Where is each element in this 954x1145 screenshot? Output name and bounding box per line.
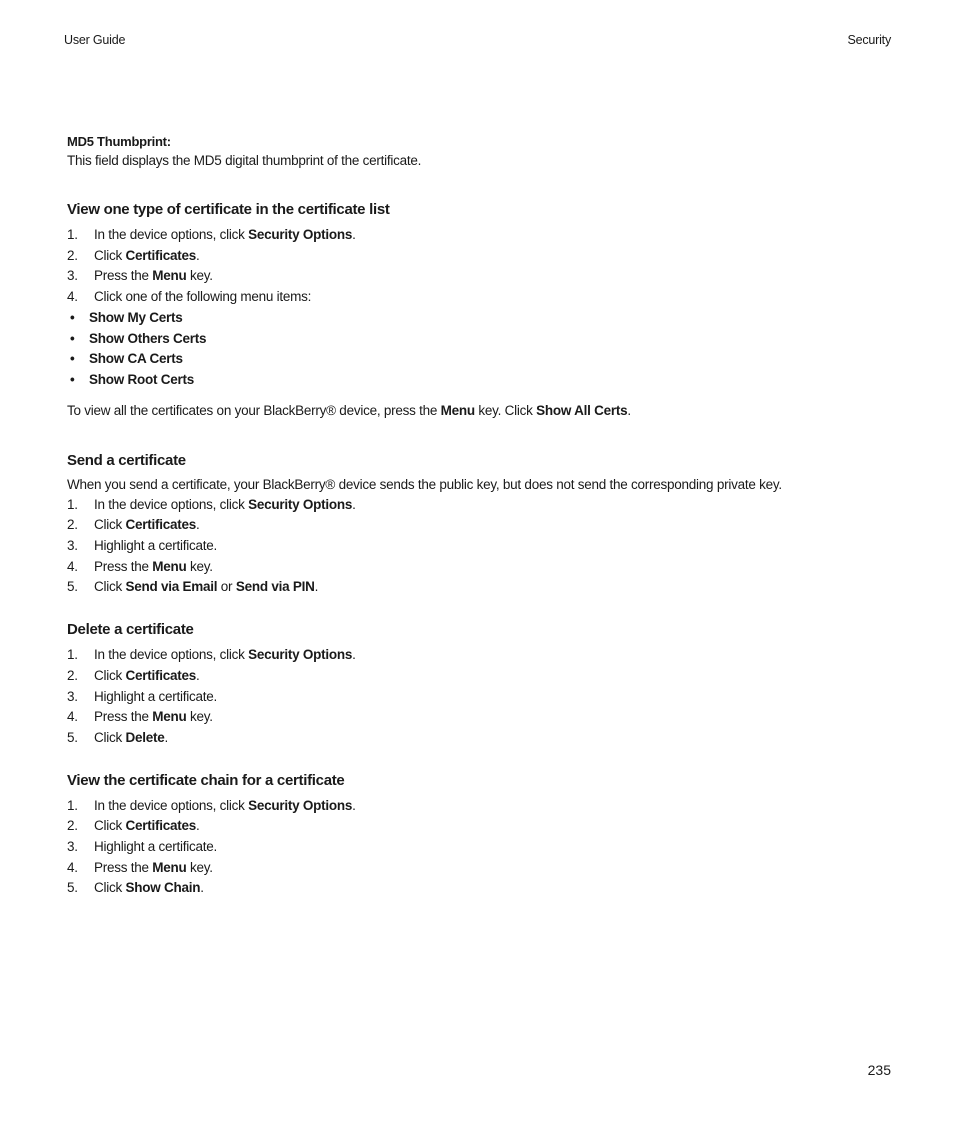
- step-bold: Security Options: [248, 496, 353, 512]
- step-bold: Security Options: [248, 227, 353, 242]
- menu-item-label: Show My Certs: [89, 309, 183, 325]
- step-bold: Send via Email: [125, 579, 218, 595]
- step-text: key.: [186, 709, 213, 725]
- running-header-title: User Guide: [64, 33, 126, 47]
- step-number: 1.: [67, 227, 78, 242]
- section-heading: Send a certificate: [67, 451, 186, 469]
- step-text: key.: [186, 268, 213, 284]
- step-text: .: [352, 647, 356, 663]
- list-item: [67, 495, 897, 516]
- menu-item-label: Show CA Certs: [89, 351, 183, 367]
- step-number: 4.: [67, 709, 78, 725]
- list-item: [67, 728, 897, 749]
- step-text: .: [352, 797, 356, 813]
- step-text: Click: [94, 247, 126, 263]
- step-text: Press the: [94, 268, 153, 284]
- step-text: .: [196, 667, 200, 683]
- step-bold: Send via PIN: [235, 579, 315, 595]
- step-text: Click: [94, 729, 126, 745]
- step-text: .: [314, 579, 319, 595]
- field-definition: [67, 133, 897, 171]
- step-text: Press the: [94, 709, 153, 725]
- list-item: [67, 246, 897, 267]
- step-number: 2.: [67, 517, 78, 533]
- field-term: MD5 Thumbprint:: [67, 134, 171, 149]
- step-text: Press the: [94, 558, 153, 574]
- section-heading: View one type of certificate in the certificate list: [67, 201, 390, 218]
- step-text: Click: [94, 818, 126, 834]
- section-send-certificate: [67, 451, 897, 599]
- step-text: .: [352, 227, 356, 242]
- step-text: Click: [94, 579, 126, 595]
- menu-item: [67, 349, 897, 370]
- list-item: [67, 878, 897, 899]
- step-text: In the device options, click: [94, 797, 249, 813]
- section-view-certificate-chain: [67, 771, 897, 900]
- step-number: 4.: [67, 859, 78, 875]
- menu-item-label: Show Root Certs: [89, 371, 195, 387]
- note-paragraph: [67, 401, 897, 421]
- note-menu-key: Menu: [440, 402, 475, 418]
- menu-item: [67, 308, 897, 329]
- list-item: [67, 645, 897, 666]
- list-item: [67, 515, 897, 536]
- step-number: 5.: [67, 579, 78, 595]
- list-item: [67, 707, 897, 728]
- note-text: To view all the certificates on your BlackBerry® device, press the: [67, 402, 441, 418]
- step-bold: Certificates: [125, 818, 197, 834]
- step-text: key.: [186, 859, 213, 875]
- step-text: Click one of the following menu items:: [94, 289, 312, 305]
- step-text: or: [217, 579, 236, 595]
- steps-list: [67, 225, 897, 308]
- step-text: Click: [94, 517, 126, 533]
- step-bold: Certificates: [125, 667, 197, 683]
- step-number: 1.: [67, 797, 78, 813]
- note-text: key. Click: [474, 402, 537, 418]
- running-header-section: Security: [847, 33, 891, 47]
- step-text: .: [196, 247, 200, 263]
- list-item: [67, 666, 897, 687]
- step-bold: Menu: [152, 859, 187, 875]
- step-text: In the device options, click: [94, 496, 249, 512]
- step-text: .: [196, 818, 200, 834]
- note-show-all-certs: Show All Certs: [536, 402, 628, 418]
- steps-list: [67, 796, 897, 900]
- field-description: This field displays the MD5 digital thumbprint of the certificate.: [67, 153, 422, 168]
- section-heading: View the certificate chain for a certificate: [67, 771, 345, 789]
- step-text: .: [352, 496, 356, 512]
- step-number: 5.: [67, 880, 78, 896]
- step-text: Highlight a certificate.: [94, 538, 218, 554]
- step-bold: Certificates: [125, 517, 197, 533]
- menu-item: [67, 370, 897, 391]
- step-number: 1.: [67, 647, 78, 663]
- step-number: 5.: [67, 729, 78, 745]
- step-text: Press the: [94, 859, 153, 875]
- bullet-icon: •: [70, 330, 75, 346]
- list-item: [67, 837, 897, 858]
- list-item: [67, 266, 897, 287]
- step-number: 1.: [67, 496, 78, 512]
- bullet-icon: •: [70, 309, 75, 325]
- steps-list: [67, 645, 897, 749]
- section-heading: Delete a certificate: [67, 621, 194, 639]
- step-bold: Menu: [152, 268, 187, 284]
- step-number: 3.: [67, 538, 78, 554]
- step-bold: Security Options: [248, 647, 353, 663]
- section-view-certificate-type: [67, 200, 897, 421]
- list-item: [67, 816, 897, 837]
- step-number: 3.: [67, 268, 78, 284]
- section-delete-certificate: [67, 620, 897, 749]
- intro-paragraph: When you send a certificate, your BlackBerry® device sends the public key, but does not send the corresponding private key.: [67, 476, 782, 492]
- menu-item-label: Show Others Certs: [89, 330, 207, 346]
- step-number: 2.: [67, 667, 78, 683]
- step-text: .: [200, 880, 204, 896]
- step-number: 2.: [67, 818, 78, 834]
- step-text: In the device options, click: [94, 227, 249, 242]
- note-text: .: [627, 402, 631, 418]
- step-text: .: [196, 517, 200, 533]
- list-item: [67, 577, 897, 598]
- step-bold: Security Options: [248, 797, 353, 813]
- list-item: [67, 687, 897, 708]
- bullet-icon: •: [70, 371, 75, 387]
- step-number: 4.: [67, 558, 78, 574]
- step-number: 4.: [67, 289, 78, 305]
- menu-item: [67, 329, 897, 350]
- page-number: 235: [867, 1062, 891, 1078]
- step-number: 2.: [67, 247, 78, 263]
- step-text: Highlight a certificate.: [94, 839, 218, 855]
- step-number: 3.: [67, 839, 78, 855]
- step-number: 3.: [67, 688, 78, 704]
- step-text: key.: [186, 558, 213, 574]
- step-bold: Menu: [152, 709, 187, 725]
- menu-items-list: [67, 308, 897, 391]
- step-text: Highlight a certificate.: [94, 688, 218, 704]
- step-bold: Certificates: [125, 247, 197, 263]
- list-item: [67, 557, 897, 578]
- list-item: [67, 287, 897, 308]
- step-text: Click: [94, 880, 126, 896]
- list-item: [67, 225, 897, 246]
- step-bold: Delete: [125, 729, 165, 745]
- list-item: [67, 796, 897, 817]
- step-bold: Menu: [152, 558, 187, 574]
- steps-list: [67, 495, 897, 599]
- step-bold: Show Chain: [125, 880, 201, 896]
- step-text: Click: [94, 667, 126, 683]
- page-content: [67, 133, 897, 899]
- list-item: [67, 536, 897, 557]
- step-text: In the device options, click: [94, 647, 249, 663]
- bullet-icon: •: [70, 351, 75, 367]
- list-item: [67, 858, 897, 879]
- step-text: .: [164, 729, 169, 745]
